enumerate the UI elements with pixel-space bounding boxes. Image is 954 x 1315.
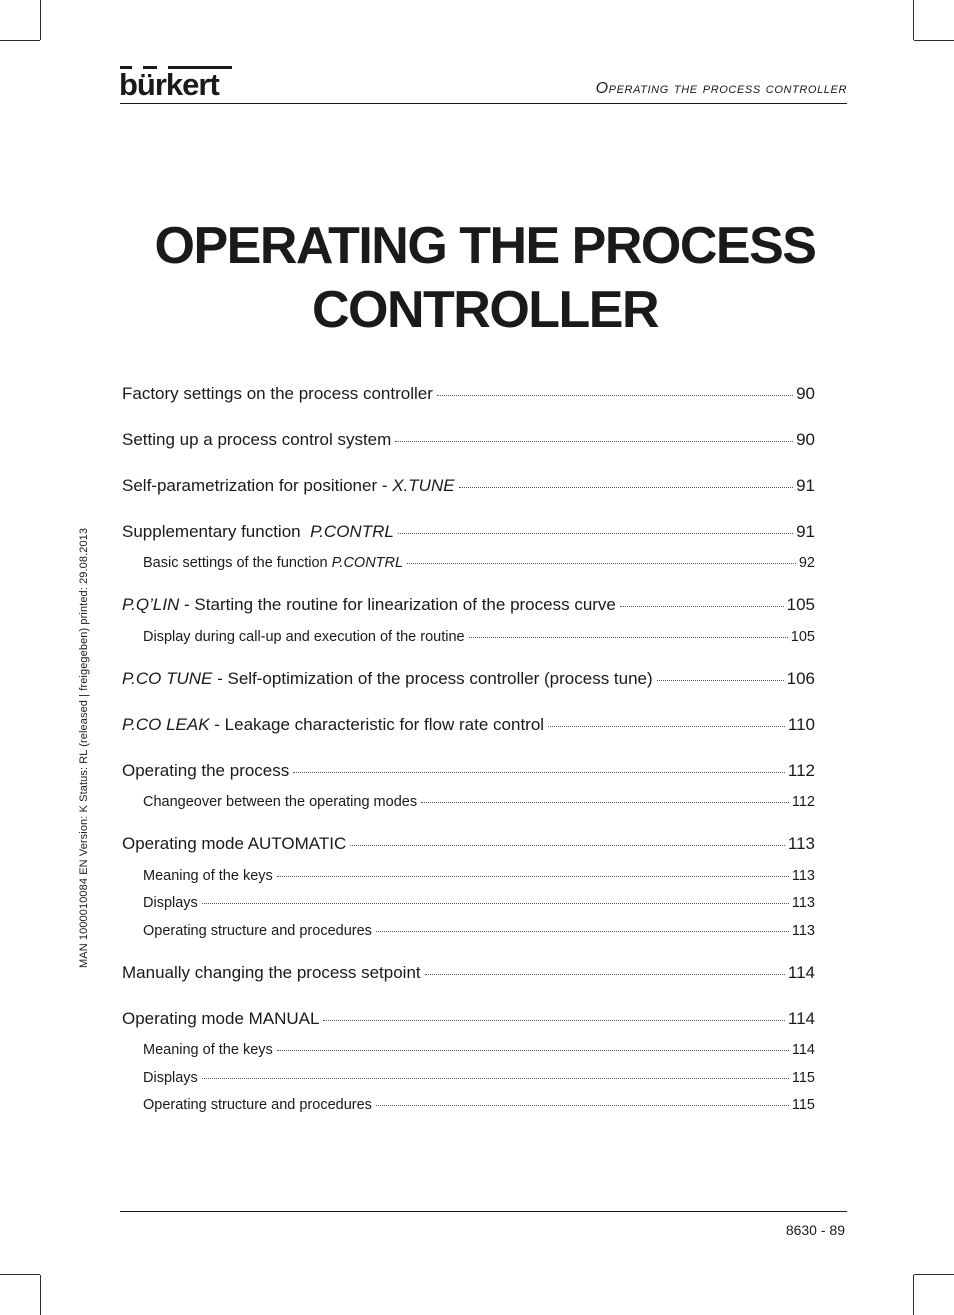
toc-entry-label — [143, 1070, 198, 1086]
toc-entry-label — [122, 669, 653, 689]
toc-entry-label — [122, 595, 616, 615]
toc-entry-label — [122, 1009, 319, 1029]
toc-page-number: 90 — [796, 384, 815, 403]
toc-page-number: 92 — [798, 555, 815, 571]
crop-mark — [913, 1275, 914, 1315]
toc-label-text: Factory settings on the process controller — [122, 384, 433, 403]
dot-leader — [620, 605, 784, 607]
toc-entry[interactable] — [122, 761, 815, 781]
toc-entry-label — [143, 868, 273, 884]
toc-label-text: Operating structure and procedures — [143, 923, 372, 939]
dot-leader — [293, 771, 785, 773]
toc-label-text: Meaning of the keys — [143, 868, 273, 884]
footer-rule — [120, 1211, 847, 1212]
dot-leader — [323, 1019, 784, 1021]
toc-label-text: Display during call-up and execution of the routine — [143, 629, 465, 645]
toc-page-number: 106 — [786, 669, 815, 688]
toc-entry[interactable] — [122, 476, 815, 496]
dot-leader — [657, 679, 784, 681]
toc-entry-label — [143, 794, 417, 810]
toc-subentry[interactable] — [122, 1070, 815, 1086]
toc-entry-label — [122, 384, 433, 404]
burkert-logo — [120, 66, 232, 102]
dot-leader — [421, 801, 789, 803]
toc-label-text: Manually changing the process setpoint — [122, 963, 421, 982]
document-metadata-note: MAN 1000010084 EN Version: K Status: RL (released | freigegeben) printed: 29.08.2013 — [78, 527, 90, 968]
crop-mark — [40, 0, 41, 40]
toc-entry-label — [143, 1097, 372, 1113]
toc-label-text: Setting up a process control system — [122, 430, 392, 449]
dot-leader — [202, 1077, 789, 1079]
toc-entry-label — [122, 430, 391, 450]
toc-page-number: 105 — [790, 629, 815, 645]
dot-leader — [277, 1049, 789, 1051]
toc-subentry[interactable] — [122, 629, 815, 645]
toc-label-text: - Self-optimization of the process controller (process tune) — [212, 669, 653, 688]
header-rule — [120, 103, 847, 104]
dot-leader — [202, 902, 789, 904]
toc-subentry[interactable] — [122, 555, 815, 571]
dot-leader — [376, 1104, 789, 1106]
toc-label-text: Operating structure and procedures — [143, 1097, 372, 1113]
toc-page-number: 114 — [787, 1009, 815, 1028]
toc-subentry[interactable] — [122, 923, 815, 939]
toc-label-text: Displays — [143, 895, 198, 911]
toc-page-number: 113 — [791, 895, 815, 911]
toc-label-text: Meaning of the keys — [143, 1042, 273, 1058]
toc-entry-label — [143, 923, 372, 939]
toc-entry-label — [143, 555, 403, 571]
toc-function-name: P.CO TUNE — [122, 669, 213, 688]
toc-label-text: Displays — [143, 1070, 198, 1086]
toc-subentry[interactable] — [122, 794, 815, 810]
dot-leader — [398, 532, 793, 534]
toc-subentry[interactable] — [122, 895, 815, 911]
toc-label-text: Self-parametrization for positioner - — [122, 476, 393, 495]
toc-page-number: 114 — [787, 963, 815, 982]
crop-mark — [40, 1275, 41, 1315]
toc-entry-label — [122, 476, 455, 496]
toc-page-number: 112 — [787, 761, 815, 780]
dot-leader — [407, 562, 796, 564]
crop-mark — [0, 1274, 40, 1275]
toc-entry[interactable] — [122, 963, 815, 983]
toc-label-text: Changeover between the operating modes — [143, 794, 418, 810]
toc-page-number: 90 — [796, 430, 815, 449]
dot-leader — [395, 440, 793, 442]
dot-leader — [459, 486, 794, 488]
dot-leader — [437, 394, 793, 396]
toc-entry[interactable] — [122, 384, 815, 404]
toc-page-number: 91 — [796, 522, 815, 541]
toc-label-text: Operating mode MANUAL — [122, 1009, 320, 1028]
toc-page-number: 113 — [791, 923, 815, 939]
toc-label-text: - Starting the routine for linearization of the process curve — [179, 595, 616, 614]
toc-page-number: 105 — [786, 595, 815, 614]
toc-entry[interactable] — [122, 595, 815, 615]
toc-function-name: P.CONTRL — [310, 522, 394, 541]
toc-entry-label — [122, 963, 421, 983]
toc-entry[interactable] — [122, 669, 815, 689]
dot-leader — [350, 844, 785, 846]
toc-entry-label — [122, 522, 394, 542]
toc-subentry[interactable] — [122, 1042, 815, 1058]
dot-leader — [425, 973, 785, 975]
toc-entry[interactable] — [122, 715, 815, 735]
chapter-title-line: CONTROLLER — [311, 281, 659, 339]
toc-page-number: 113 — [787, 834, 815, 853]
toc-function-name: X.TUNE — [392, 476, 455, 495]
toc-entry[interactable] — [122, 1009, 815, 1029]
toc-label-text: - Leakage characteristic for flow rate control — [209, 715, 545, 734]
chapter-title-line: OPERATING THE PROCESS — [154, 217, 816, 275]
toc-entry-label — [122, 715, 544, 735]
dot-leader — [548, 725, 785, 727]
toc-label-text: Supplementary function — [122, 522, 311, 541]
toc-label-text: Operating mode AUTOMATIC — [122, 834, 347, 853]
running-header: Operating the process controller — [595, 80, 847, 97]
toc-entry-label — [143, 629, 465, 645]
toc-label-text: Operating the process — [122, 761, 290, 780]
toc-entry-label — [143, 895, 198, 911]
toc-function-name: P.CONTRL — [331, 555, 404, 571]
crop-mark — [0, 40, 40, 41]
toc-page-number: 113 — [791, 868, 815, 884]
toc-entry[interactable] — [122, 522, 815, 542]
crop-mark — [914, 40, 954, 41]
toc-page-number: 115 — [791, 1070, 815, 1086]
toc-page-number: 114 — [791, 1042, 815, 1058]
dot-leader — [376, 930, 789, 932]
toc-function-name: P.CO LEAK — [122, 715, 210, 734]
logo-wordmark: bürkert — [119, 67, 219, 102]
page-number: 8630 - 89 — [785, 1222, 845, 1238]
toc-entry[interactable] — [122, 430, 815, 450]
toc-entry-label — [122, 834, 346, 854]
toc-page-number: 91 — [796, 476, 815, 495]
toc-subentry[interactable] — [122, 1097, 815, 1113]
crop-mark — [913, 0, 914, 40]
toc-label-text: Basic settings of the function — [143, 555, 332, 571]
toc-function-name: P.Q’LIN — [122, 595, 180, 614]
toc-subentry[interactable] — [122, 868, 815, 884]
toc-page-number: 112 — [791, 794, 815, 810]
crop-mark — [914, 1274, 954, 1275]
chapter-title — [100, 214, 870, 342]
toc-entry[interactable] — [122, 834, 815, 854]
toc-entry-label — [143, 1042, 273, 1058]
toc-entry-label — [122, 761, 289, 781]
dot-leader — [277, 875, 789, 877]
toc-page-number: 115 — [791, 1097, 815, 1113]
dot-leader — [469, 636, 788, 638]
toc-page-number: 110 — [787, 715, 815, 734]
